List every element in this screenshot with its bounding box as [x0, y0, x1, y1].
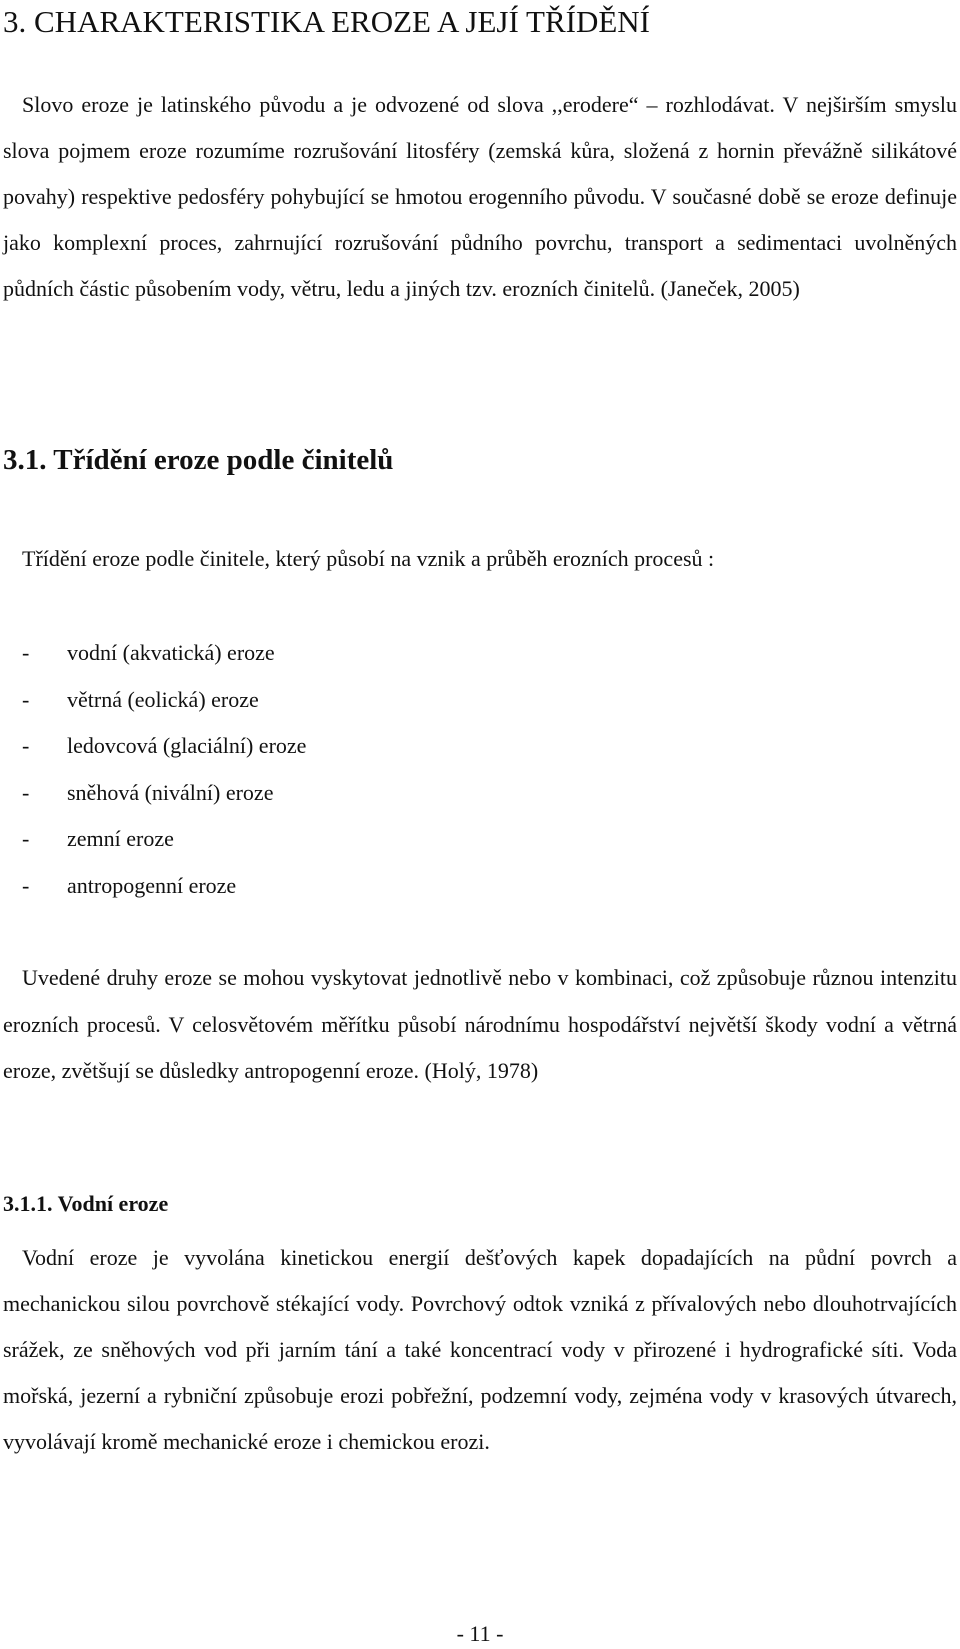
list-dash: -: [22, 826, 30, 851]
list-item-label: vodní (akvatická) eroze: [67, 640, 275, 665]
intro-paragraph: Slovo eroze je latinského původu a je odvozené od slova ,,erodere“ – rozhlodávat. V nejširším smyslu slova pojmem eroze rozumíme rozrušování litosféry (zemská kůra, složená z hornin převážně silikátové povahy) respektive pedosféry pohybující se hmotou erogenního původu. V současné době se eroze definuje jako komplexní proces, zahrnující rozrušování půdního povrchu, transport a sedimentaci uvolněných půdních částic působením vody, větru, ledu a jiných tzv. erozních činitelů. (Janeček, 2005): [3, 92, 957, 301]
types-paragraph: Uvedené druhy eroze se mohou vyskytovat jednotlivě nebo v kombinaci, což způsobuje různou intenzitu erozních procesů. V celosvětovém měřítku působí národnímu hospodářství největší škody vodní a větrná eroze, zvětšují se důsledky antropogenní eroze. (Holý, 1978): [3, 965, 957, 1083]
list-item-label: antropogenní eroze: [67, 872, 237, 898]
list-item-label: zemní eroze: [67, 826, 174, 851]
water-erosion-paragraph: Vodní eroze je vyvolána kinetickou energií dešťových kapek dopadajících na půdní povrch a mechanickou silou povrchově stékající vody. Povrchový odtok vzniká z přívalových nebo dlouhotrvajících srážek, ze sněhových vod při jarním tání a také koncentrací vody v přirozené i hydrografické síti. Voda mořská, jezerní a rybniční způsobuje erozi pobřežní, podzemní vody, zejména vody v krasových útvarech, vyvolávají kromě mechanické eroze i chemickou erozi.: [3, 1245, 957, 1454]
list-item-label: ledovcová (glaciální) eroze: [67, 733, 307, 758]
subsection-heading: 3.1.1. Vodní eroze: [3, 1191, 169, 1216]
chapter-heading: 3. CHARAKTERISTIKA EROZE A JEJÍ TŘÍDĚNÍ: [3, 4, 650, 39]
list-item: [3, 816, 306, 863]
list-item-label: sněhová (nivální) eroze: [67, 779, 274, 805]
list-item: [3, 677, 306, 724]
list-dash: -: [22, 779, 30, 805]
list-item-label: větrná (eolická) eroze: [67, 686, 259, 712]
list-dash: -: [22, 733, 30, 758]
classification-paragraph: Třídění eroze podle činitele, který působí na vznik a průběh erozních procesů :: [22, 546, 715, 571]
list-item: [3, 630, 306, 677]
erosion-types-list: [3, 630, 306, 909]
list-dash: -: [22, 640, 30, 665]
list-item: [3, 863, 306, 910]
page-number: - 11 -: [456, 1621, 504, 1646]
list-item: [3, 770, 306, 817]
section-heading: 3.1. Třídění eroze podle činitelů: [3, 444, 394, 476]
list-dash: -: [22, 686, 30, 712]
list-item: [3, 723, 306, 770]
list-dash: -: [22, 872, 30, 898]
